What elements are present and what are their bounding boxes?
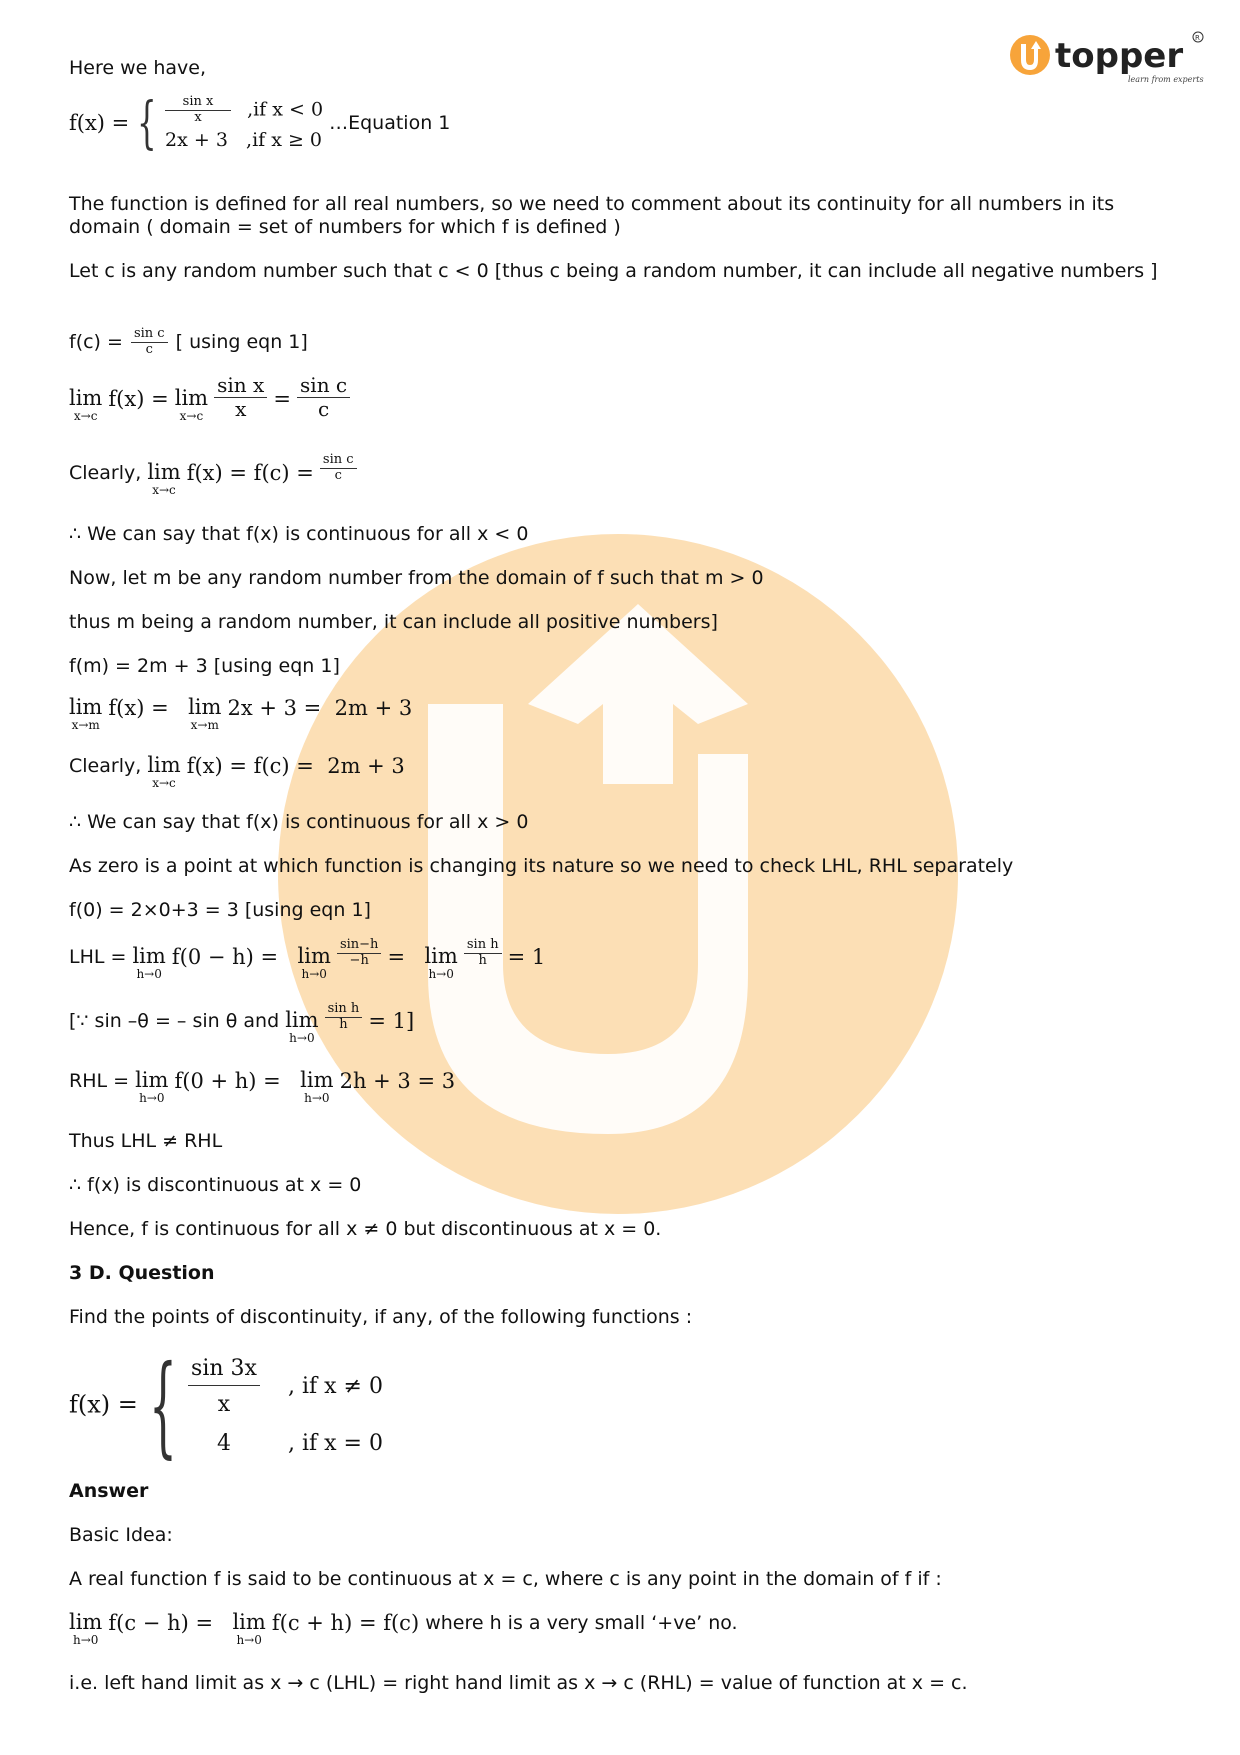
case2-condition: , if x = 0 xyxy=(287,1430,383,1456)
lhl-label: LHL = xyxy=(69,946,127,968)
because-prefix: [∵ sin –θ = – sin θ and xyxy=(69,1010,280,1032)
question-function: f(x) = { $\frac{\sin 3x}{x}$ , if x ≠ 0 4 , if x = 0 xyxy=(69,1341,383,1469)
conclude-negative: ∴ We can say that f(x) is continuous for all x < 0 xyxy=(69,523,529,545)
lhl-line: LHL = lim h→0 f(0 − h) = lim h→0 $\frac{\sin-h}{-h}$ = lim h→0 $\frac{\text{sin h}}{h}$ = 1 xyxy=(69,937,546,981)
equation-1-label: …Equation 1 xyxy=(329,112,451,134)
case1-condition: , if x ≠ 0 xyxy=(287,1373,383,1399)
question-heading: 3 D. Question xyxy=(69,1262,215,1284)
para-let-m: Now, let m be any random number from the domain of f such that m > 0 xyxy=(69,567,764,589)
svg-text:R: R xyxy=(1195,34,1200,42)
para-defined: The function is defined for all real numbers, so we need to comment about its continuity for all numbers in its domain ( domain = set of numbers for which f is defined ) xyxy=(69,193,1115,238)
fc-prefix: f(c) = xyxy=(69,330,123,353)
limit-c-line: lim x→c f(x) = lim x→c $\frac{\text{sin x}}{x}$ = $\frac{\text{sin c}}{c}$ xyxy=(69,388,350,422)
para-zero: As zero is a point at which function is changing its nature so we need to check LHL, RHL separately xyxy=(69,855,1014,877)
definition-suffix: where h is a very small ‘+ve’ no. xyxy=(425,1612,738,1634)
clearly-label: Clearly, xyxy=(69,755,142,777)
because-line: [∵ sin –θ = – sin θ and lim h→0 $\frac{\text{sin h}}{h}$ = 1] xyxy=(69,1001,415,1045)
intro-text: Here we have, xyxy=(69,57,207,79)
rhl-line: RHL = lim h→0 f(0 + h) = lim h→0 2h + 3 = 3 xyxy=(69,1068,456,1105)
para-let-c: Let c is any random number such that c < 0 [thus c being a random number, it can include all negative numbers ] xyxy=(69,260,1158,282)
hence-line: Hence, f is continuous for all x ≠ 0 but discontinuous at x = 0. xyxy=(69,1218,662,1240)
rhl-label: RHL = xyxy=(69,1070,130,1092)
logo-wordmark: topper xyxy=(1055,36,1184,76)
clearly-label: Clearly, xyxy=(69,462,142,484)
thus-neq: Thus LHL ≠ RHL xyxy=(69,1130,223,1152)
ie-line: i.e. left hand limit as x → c (LHL) = right hand limit as x → c (RHL) = value of function at x = c. xyxy=(69,1672,968,1694)
case2-value: 4 xyxy=(216,1430,231,1456)
limit-m-line: lim x→m f(x) = lim x→m 2x + 3 = 2m + 3 xyxy=(69,695,413,732)
conclude-positive: ∴ We can say that f(x) is continuous for all x > 0 xyxy=(69,811,529,833)
equation-1: f(x) = { $\frac{\text{sin x}}{x}$ ,if x < 0 2x + 3 ,if x ≥ 0 …Equation 1 xyxy=(69,91,451,156)
clearly-m-line: Clearly, lim x→c f(x) = f(c) = 2m + 3 xyxy=(69,753,405,790)
answer-label: Answer xyxy=(69,1480,149,1502)
f0-line: f(0) = 2×0+3 = 3 [using eqn 1] xyxy=(69,899,371,921)
fm-line: f(m) = 2m + 3 [using eqn 1] xyxy=(69,655,340,677)
logo-mark xyxy=(1008,30,1208,94)
fc-line: f(c) = $\frac{\text{sin c}}{c}$ [ using eqn 1] xyxy=(69,326,308,357)
question-prompt: Find the points of discontinuity, if any, of the following functions : xyxy=(69,1306,693,1328)
discontinuous-line: ∴ f(x) is discontinuous at x = 0 xyxy=(69,1174,362,1196)
definition-formula: lim h→0 f(c − h) = lim h→0 f(c + h) = f(c) where h is a very small ‘+ve’ no. xyxy=(69,1610,738,1647)
clearly-c-line: Clearly, lim x→c f(x) = f(c) = $\frac{\text{sin c}}{c}$ xyxy=(69,462,357,496)
fc-suffix: [ using eqn 1] xyxy=(175,330,308,353)
definition-line: A real function f is said to be continuous at x = c, where c is any point in the domain of f if : xyxy=(69,1568,942,1590)
basic-idea: Basic Idea: xyxy=(69,1524,173,1546)
para-m-positive: thus m being a random number, it can include all positive numbers] xyxy=(69,611,718,633)
logo-tagline: learn from experts xyxy=(1128,75,1204,84)
brand-logo xyxy=(1008,30,1208,94)
